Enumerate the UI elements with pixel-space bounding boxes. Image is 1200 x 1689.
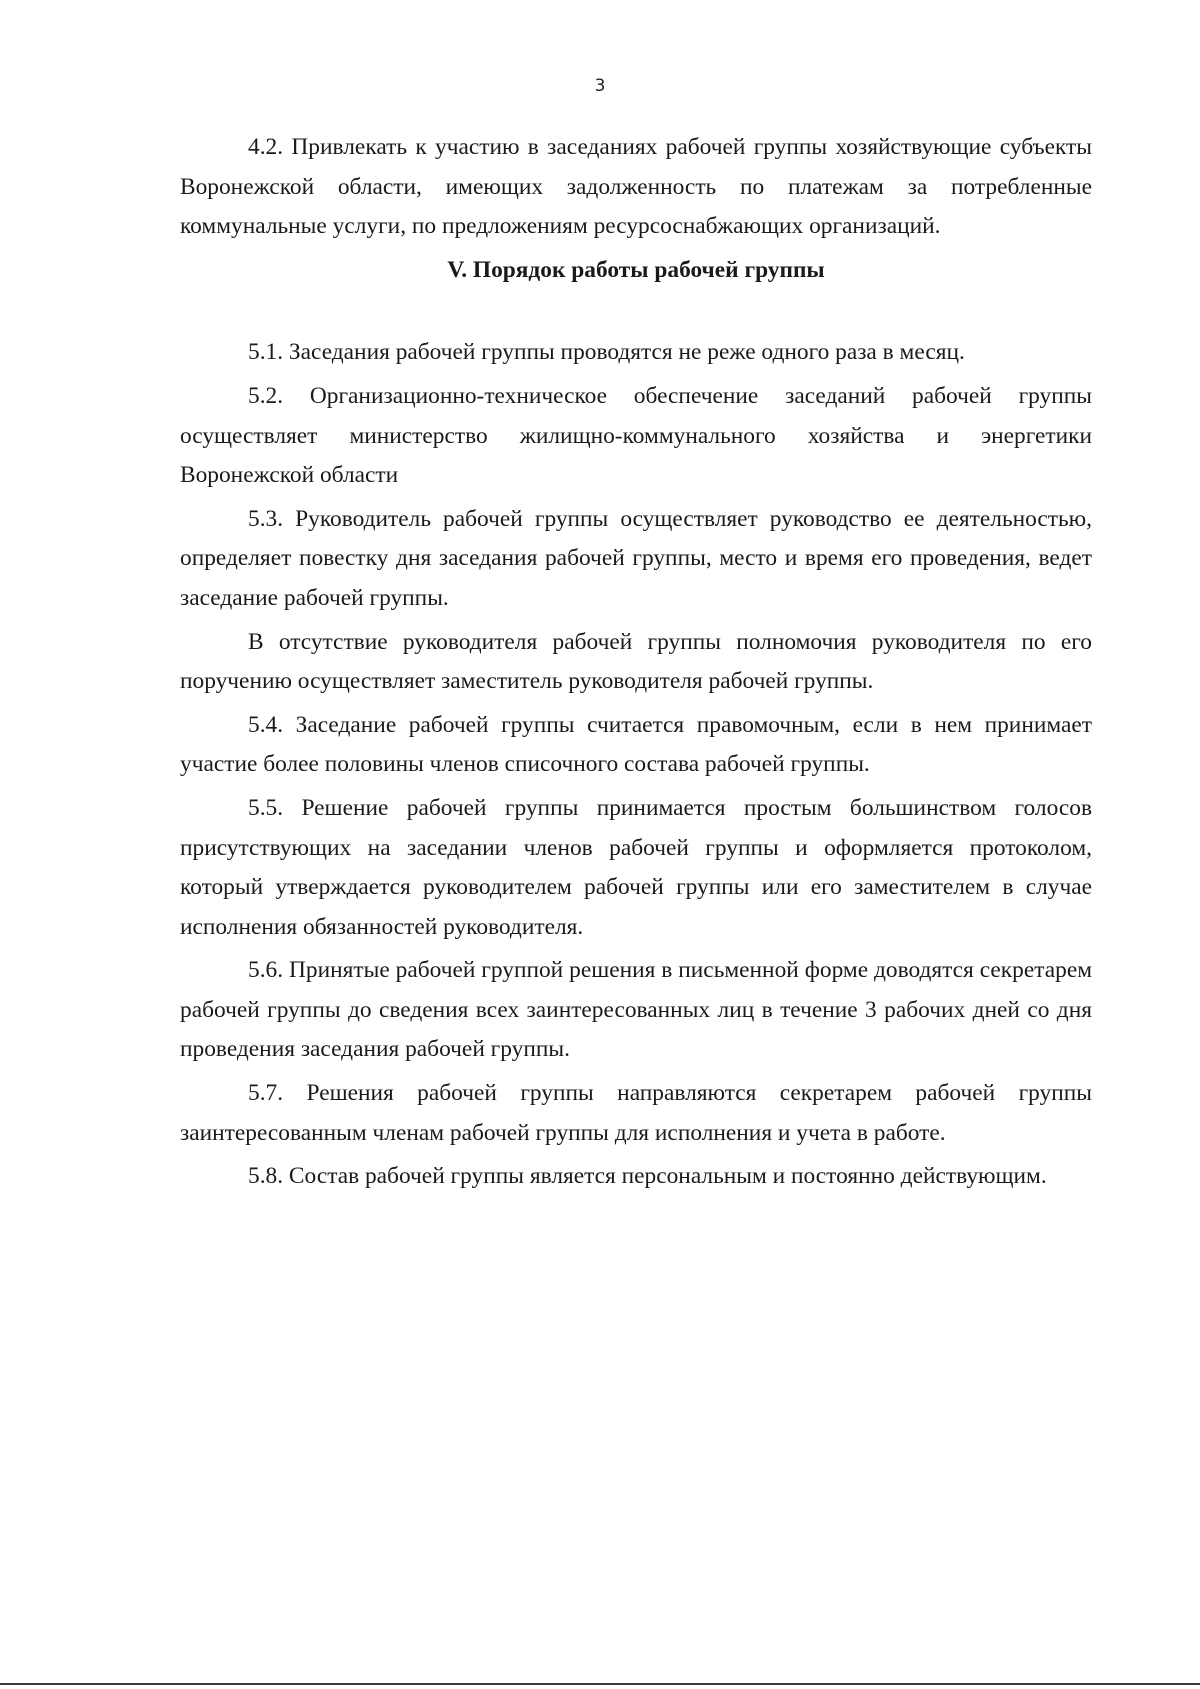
- document-body: [180, 128, 1092, 1201]
- paragraph-5-6: 5.6. Принятые рабочей группой решения в письменной форме доводятся секретарем рабочей группы до сведения всех заинтересованных лиц в течение 3 рабочих дней со дня проведения заседания рабочей группы.: [180, 957, 1092, 1063]
- paragraph-5-4: 5.4. Заседание рабочей группы считается правомочным, если в нем принимает участие более половины членов списочного состава рабочей группы.: [180, 711, 1092, 778]
- paragraph-5-7: 5.7. Решения рабочей группы направляются секретарем рабочей группы заинтересованным членам рабочей группы для исполнения и учета в работе.: [180, 1080, 1092, 1146]
- paragraph-5-2: 5.2. Организационно-техническое обеспечение заседаний рабочей группы осуществляет министерство жилищно-коммунального хозяйства и энергетики Воронежской области: [180, 382, 1092, 489]
- section-title: V. Порядок работы рабочей группы: [447, 256, 825, 283]
- paragraph-5-1: 5.1. Заседания рабочей группы проводятся не реже одного раза в месяц.: [248, 339, 965, 366]
- bottom-rule: [0, 1683, 1200, 1685]
- paragraph-5-8: 5.8. Состав рабочей группы является персональным и постоянно действующим.: [248, 1163, 1047, 1190]
- paragraph-4-2: 4.2. Привлекать к участию в заседаниях рабочей группы хозяйствующие субъекты Воронежской области, имеющих задолженность по платежам за потребленные коммунальные услуги, по предложениям ресурсоснабжающих организаций.: [180, 134, 1092, 240]
- paragraph-5-3: 5.3. Руководитель рабочей группы осуществляет руководство ее деятельностью, определяет повестку дня заседания рабочей группы, место и время его проведения, ведет заседание рабочей группы.: [180, 505, 1092, 611]
- paragraph-5-5: 5.5. Решение рабочей группы принимается простым большинством голосов присутствующих на заседании членов рабочей группы и оформляется протоколом, который утверждается руководителем рабочей группы или его заместителем в случае исполнения обязанностей руководителя.: [180, 794, 1092, 940]
- paragraph-5-3-absence: В отсутствие руководителя рабочей группы полномочия руководителя по его поручению осуществляет заместитель руководителя рабочей группы.: [180, 628, 1092, 695]
- page-number: 3: [594, 76, 606, 96]
